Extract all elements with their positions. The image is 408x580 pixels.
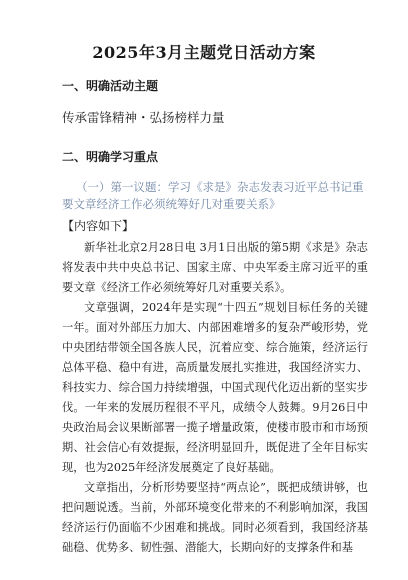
- document-title: 2025年3月主题党日活动方案: [92, 43, 316, 62]
- paragraph-3: 文章指出，分析形势要坚持“两点论”，既把成绩讲够，也把问题说透。当前，外部环境变化带来的不利影响加深，我国经济运行仍面临不少困难和挑战。同时必须看到，我国经济基础稳、优势多、韧性强、潜能大，长期向好的支撑条件和基: [62, 481, 368, 554]
- content-tag: 【内容如下】: [62, 219, 135, 233]
- paragraph-2: 文章强调，2024年是实现“十四五”规划目标任务的关键一年。面对外部压力加大、内部困难增多的复杂严峻形势，党中央团结带领全国各族人民，沉着应变、综合施策，经济运行总体平稳、稳中有进，高质量发展扎实推进，我国经济实力、科技实力、综合国力持续增强，中国式现代化迈出新的坚实步伐。一年来的发展历程很不平凡，成绩令人鼓舞。9月26日中央政治局会议果断部署一揽子增量政策，使楼市股市和市场预期、社会信心有效提振，经济明显回升，既促进了全年目标实现，也为2025年经济发展奠定了良好基础。: [62, 301, 368, 474]
- paragraph-1: 新华社北京2月28日电 3月1日出版的第5期《求是》杂志将发表中共中央总书记、国家主席、中央军委主席习近平的重要文章《经济工作必须统筹好几对重要关系》。: [62, 241, 368, 294]
- section-heading-theme: 一、明确活动主题: [62, 79, 159, 93]
- activity-theme: 传承雷锋精神・弘扬榜样力量: [62, 110, 225, 125]
- first-topic-heading: （一）第一议题：学习《求是》杂志发表习近平总书记重要文章经济工作必须统筹好几对重要关系》: [62, 180, 364, 211]
- section-heading-study: 二、明确学习重点: [62, 150, 159, 164]
